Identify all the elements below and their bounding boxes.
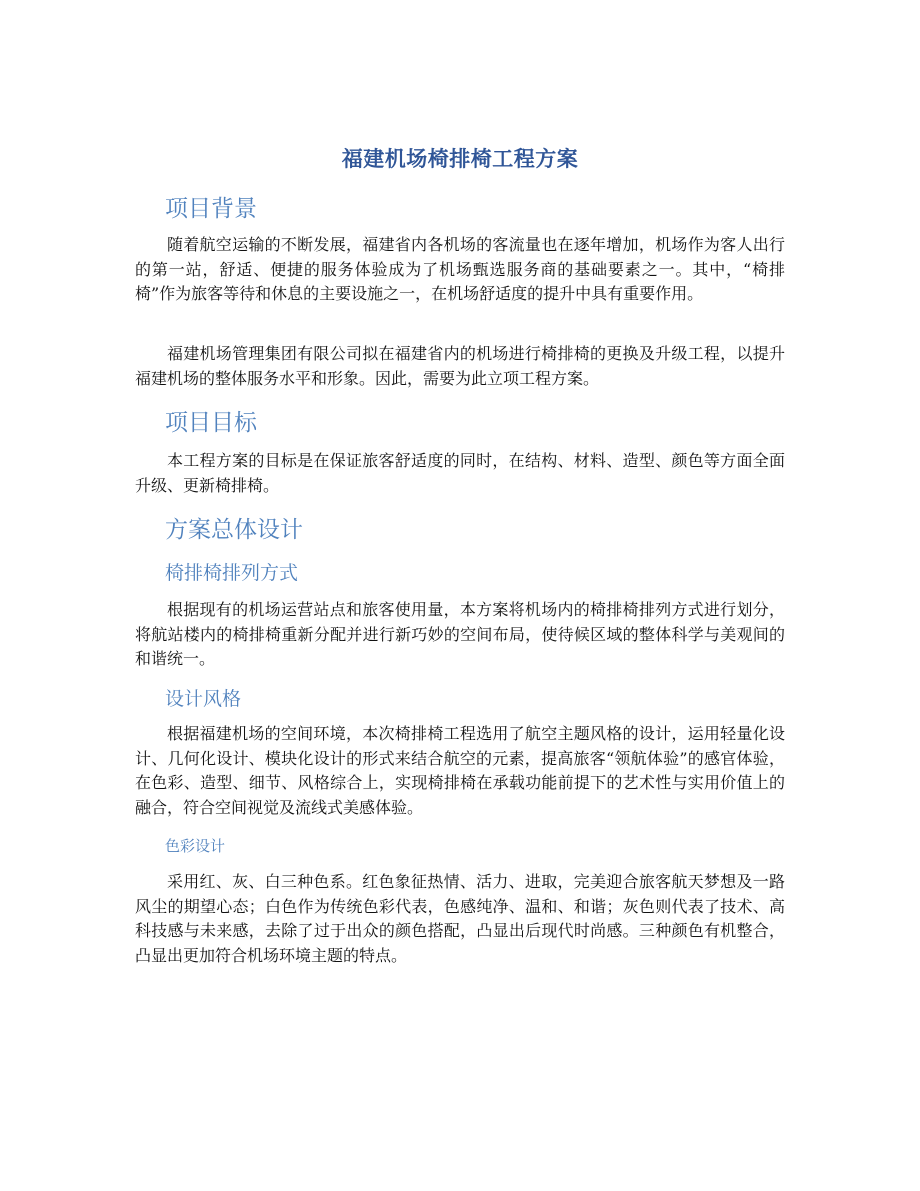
heading-overall-design: 方案总体设计	[165, 517, 303, 543]
paragraph-background-1: 随着航空运输的不断发展，福建省内各机场的客流量也在逐年增加，机场作为客人出行的第一站，舒适、便捷的服务体验成为了机场甄选服务商的基础要素之一。其中，“椅排椅”作为旅客等待和休息的主要设施之一，在机场舒适度的提升中具有重要作用。	[135, 235, 785, 303]
document-title: 福建机场椅排椅工程方案	[341, 146, 579, 171]
heading-color-design: 色彩设计	[165, 837, 226, 855]
heading-project-background: 项目背景	[165, 196, 257, 222]
paragraph-design-style: 根据福建机场的空间环境，本次椅排椅工程选用了航空主题风格的设计，运用轻量化设计、几何化设计、模块化设计的形式来结合航空的元素，提高旅客“领航体验”的感官体验，在色彩、造型、细节、风格综合上，实现椅排椅在承载功能前提下的艺术性与实用价值上的融合，符合空间视觉及流线式美感体验。	[135, 724, 785, 817]
paragraph-background-2: 福建机场管理集团有限公司拟在福建省内的机场进行椅排椅的更换及升级工程，以提升福建机场的整体服务水平和形象。因此，需要为此立项工程方案。	[135, 344, 785, 388]
heading-design-style: 设计风格	[165, 688, 242, 710]
heading-project-goal: 项目目标	[165, 410, 257, 436]
paragraph-seating-layout: 根据现有的机场运营站点和旅客使用量，本方案将机场内的椅排椅排列方式进行划分，将航站楼内的椅排椅重新分配并进行新巧妙的空间布局，使待候区域的整体科学与美观间的和谐统一。	[135, 600, 785, 668]
paragraph-goal-1: 本工程方案的目标是在保证旅客舒适度的同时，在结构、材料、造型、颜色等方面全面升级、更新椅排椅。	[135, 451, 785, 495]
paragraph-color-design: 采用红、灰、白三种色系。红色象征热情、活力、进取，完美迎合旅客航天梦想及一路风尘的期望心态；白色作为传统色彩代表，色感纯净、温和、和谐；灰色则代表了技术、高科技感与未来感，去除了过于出众的颜色搭配，凸显出后现代时尚感。三种颜色有机整合，凸显出更加符合机场环境主题的特点。	[135, 872, 785, 965]
heading-seating-layout: 椅排椅排列方式	[165, 562, 299, 584]
